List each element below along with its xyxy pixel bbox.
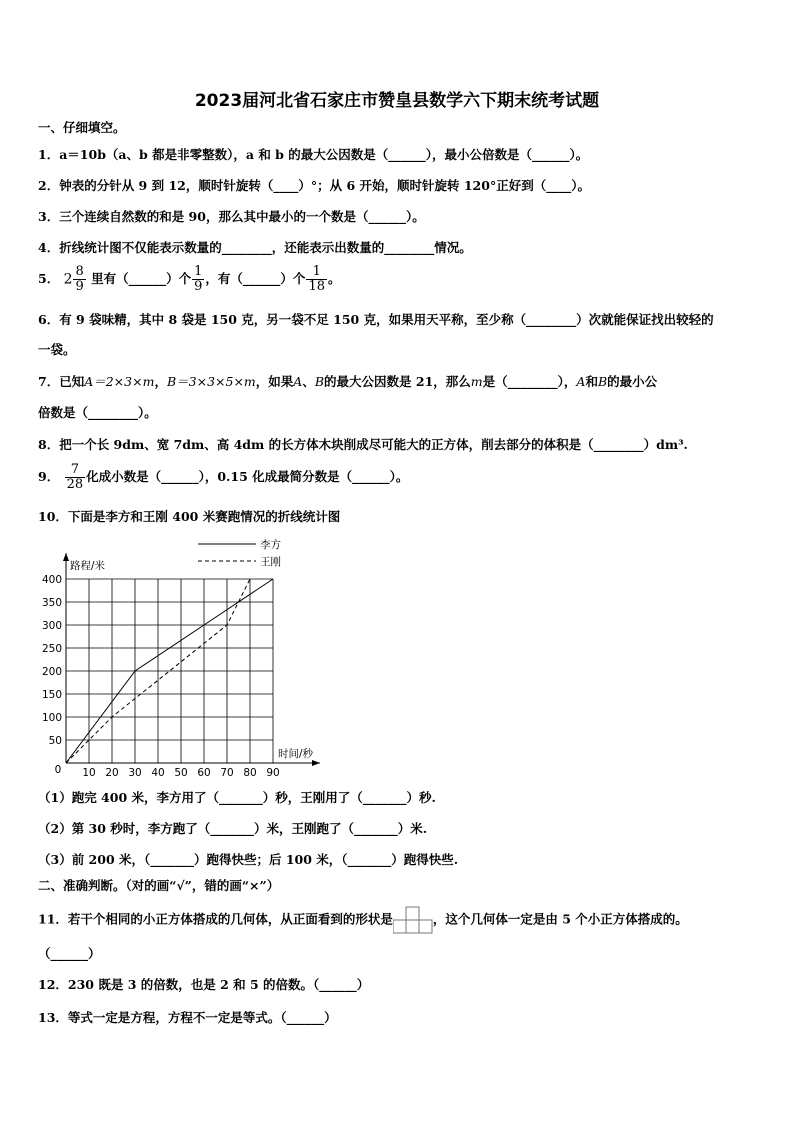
- q5-whole: 2: [63, 271, 73, 288]
- question-10-part-2: （2）第 30 秒时，李方跑了（_______）米，王刚跑了（_______）米.: [38, 821, 428, 836]
- q7-prefix: 7．已知: [38, 374, 85, 389]
- x-axis-arrow: [312, 760, 320, 766]
- q11-text-1: 11．若干个相同的小正方体搭成的几何体，从正面看到的形状是: [38, 911, 393, 927]
- q5-f1-denominator: 9: [75, 279, 84, 294]
- q7-text-1: ，如果: [255, 374, 294, 389]
- q7-text-3: 的最大公因数是 21，那么: [324, 374, 471, 389]
- section-fill-blank: 一、仔细填空。: [38, 120, 126, 135]
- q5-mid1: 里有（______）个: [91, 271, 192, 286]
- q5-mid2: ，有（______）个: [205, 271, 306, 286]
- q9-rest: 化成小数是（______），0.15 化成最简分数是（______）。: [86, 469, 409, 484]
- q7-var-a: A: [293, 374, 303, 389]
- question-5: [38, 265, 341, 294]
- y-tick-label: 200: [41, 666, 62, 678]
- x-tick-label: 90: [266, 767, 280, 779]
- q5-prefix: 5．: [38, 271, 60, 286]
- q7-var-b: B: [314, 374, 325, 389]
- question-4: 4．折线统计图不仅能表示数量的________，还能表示出数量的________情况。: [38, 240, 472, 255]
- question-2: 2．钟表的分针从 9 到 12，顺时针旋转（____）°；从 6 开始，顺时针旋转 120°正好到（____）。: [38, 178, 590, 193]
- q7-text-6: 的最小公: [607, 374, 658, 389]
- question-1: 1．a＝10b（a、b 都是非零整数），a 和 b 的最大公因数是（______），最小公倍数是（______）。: [38, 147, 589, 162]
- q5-fraction-1: [73, 265, 85, 294]
- question-6-line-2: 一袋。: [38, 342, 76, 357]
- question-9: [38, 463, 408, 492]
- line-chart: [38, 535, 338, 780]
- section-true-false: 二、准确判断。（对的画“√”，错的画“×”）: [38, 878, 280, 893]
- q5-f3-numerator: 1: [306, 265, 327, 280]
- q5-fraction-2: [192, 265, 204, 294]
- q9-numerator: 7: [65, 463, 86, 478]
- q7-text-5: 和: [585, 374, 598, 389]
- y-tick-label: 150: [41, 689, 62, 701]
- q5-f1-numerator: 8: [75, 264, 84, 279]
- y-axis-arrow: [63, 553, 69, 561]
- question-10: 10．下面是李方和王刚 400 米赛跑情况的折线统计图: [38, 509, 341, 524]
- q7-sep: ，: [154, 374, 167, 389]
- q5-f3-denominator: 18: [308, 279, 325, 294]
- q5-f2-denominator: 9: [194, 279, 203, 294]
- origin-label: 0: [54, 764, 62, 776]
- q5-fraction-3: [306, 265, 327, 294]
- legend-label-1: 李方: [260, 539, 281, 551]
- q9-fraction: [65, 463, 86, 492]
- question-11-answer: （______）: [38, 946, 101, 961]
- question-7-line-1: [38, 373, 657, 391]
- q7-var-b-2: B: [597, 374, 608, 389]
- page-title: 2023届河北省石家庄市赞皇县数学六下期末统考试题: [194, 91, 600, 111]
- y-tick-label: 350: [41, 597, 62, 609]
- q5-f2-numerator: 1: [194, 264, 203, 279]
- q7-expression-b: B＝3×3×5×m: [166, 374, 256, 389]
- q5-end: 。: [327, 271, 341, 286]
- question-8: 8．把一个长 9dm、宽 7dm、高 4dm 的长方体木块削成尽可能大的正方体，削去部分的体积是（________）dm³.: [38, 437, 688, 452]
- question-11: [38, 906, 688, 934]
- front-view-shape-icon: [393, 906, 433, 934]
- y-axis-label: 路程/米: [70, 560, 106, 572]
- q7-text-4: 是（________），: [482, 374, 577, 389]
- q7-var-a-2: A: [576, 374, 586, 389]
- y-tick-label: 250: [41, 643, 62, 655]
- q9-prefix: 9．: [38, 469, 60, 484]
- question-13: 13．等式一定是方程，方程不一定是等式。（______）: [38, 1010, 337, 1025]
- x-tick-label: 70: [220, 767, 234, 779]
- y-tick-label: 50: [48, 735, 62, 747]
- x-tick-label: 20: [105, 767, 119, 779]
- y-tick-label: 300: [41, 620, 62, 632]
- x-tick-label: 30: [128, 767, 142, 779]
- q7-text-2: 、: [302, 374, 315, 389]
- q9-denominator: 28: [66, 477, 84, 492]
- y-tick-label: 100: [41, 712, 62, 724]
- question-3: 3．三个连续自然数的和是 90，那么其中最小的一个数是（______）。: [38, 209, 425, 224]
- y-tick-label: 400: [41, 574, 62, 586]
- legend-label-2: 王刚: [260, 556, 281, 568]
- x-tick-label: 50: [174, 767, 188, 779]
- question-6-line-1: 6．有 9 袋味精，其中 8 袋是 150 克，另一袋不足 150 克，如果用天平称，至少称（________）次就能保证找出较轻的: [38, 312, 714, 327]
- question-12: 12．230 既是 3 的倍数，也是 2 和 5 的倍数。（______）: [38, 977, 370, 992]
- x-axis-label: 时间/秒: [278, 748, 314, 760]
- x-tick-label: 80: [243, 767, 257, 779]
- x-tick-label: 40: [151, 767, 165, 779]
- q7-expression-a: A＝2×3×m: [84, 374, 155, 389]
- question-10-part-1: （1）跑完 400 米，李方用了（_______）秒，王刚用了（_______）秒.: [38, 790, 436, 805]
- question-10-part-3: （3）前 200 米，（_______）跑得快些；后 100 米，（_______）跑得快些.: [38, 852, 459, 867]
- q7-var-m: m: [470, 374, 483, 389]
- x-tick-label: 60: [197, 767, 211, 779]
- x-tick-label: 10: [82, 767, 96, 779]
- q11-text-2: ，这个几何体一定是由 5 个小正方体搭成的。: [432, 911, 688, 927]
- question-7-line-2: 倍数是（________）。: [38, 405, 157, 420]
